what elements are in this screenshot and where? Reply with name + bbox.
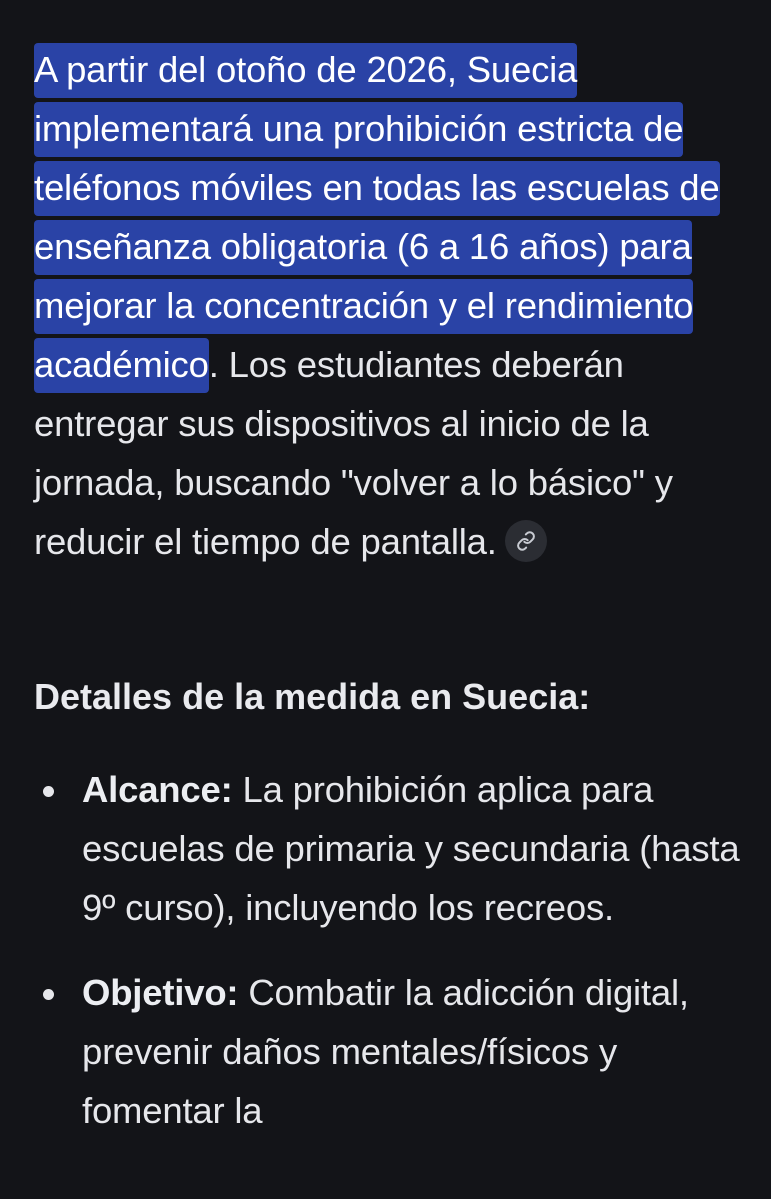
bullet-dot [43, 786, 54, 797]
details-list [34, 760, 754, 1166]
intro-paragraph [34, 40, 734, 571]
list-item [34, 760, 754, 937]
intro-rest-text: . Los estudiantes deberán entregar sus dispositivos al inicio de la jornada, buscando "volver a lo básico" y reducir el tiempo de pantalla. [34, 344, 673, 562]
list-item-label: Objetivo: [82, 972, 239, 1013]
highlighted-text[interactable]: A partir del otoño de 2026, Suecia implementará una prohibición estricta de teléfonos móviles en todas las escuelas de enseñanza obligatoria (6 a 16 años) para mejorar la concentración y el rendimiento académico [34, 43, 720, 393]
link-icon [516, 531, 536, 551]
source-link-button[interactable] [505, 520, 547, 562]
list-item [34, 963, 754, 1140]
list-item-label: Alcance: [82, 769, 233, 810]
bullet-dot [43, 989, 54, 1000]
response-content [34, 40, 740, 1131]
list-item-text: Combatir la adicción digital, prevenir daños mentales/físicos y fomentar la [82, 972, 689, 1131]
section-heading: Detalles de la medida en Suecia: [34, 676, 591, 717]
list-item-text: La prohibición aplica para escuelas de primaria y secundaria (hasta 9º curso), incluyendo los recreos. [82, 769, 740, 928]
